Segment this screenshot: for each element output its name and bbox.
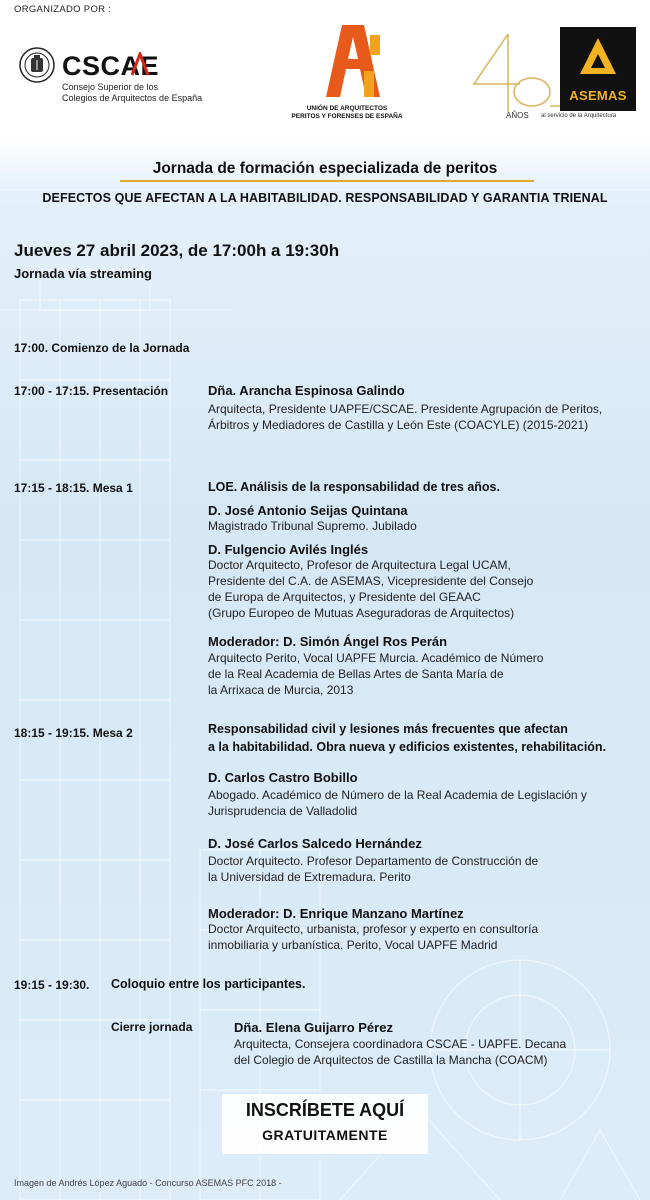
cscae-logo-text: CSCAE: [62, 51, 160, 81]
mesa1-speaker2-desc-4: (Grupo Europeo de Mutuas Aseguradoras de Arquitectos): [208, 606, 515, 620]
presentacion-time: 17:00 - 17:15. Presentación: [14, 384, 169, 398]
cscae-subtitle-1: Consejo Superior de los: [62, 82, 159, 92]
cscae-crest-icon: [18, 46, 56, 84]
mesa2-speaker2-name: D. José Carlos Salcedo Hernández: [208, 836, 422, 851]
mesa2-speaker1-desc-2: Jurisprudencia de Valladolid: [208, 804, 358, 818]
mesa1-moderator-desc-1: Arquitecto Perito, Vocal UAPFE Murcia. Académico de Número: [208, 651, 544, 665]
mesa1-moderator-desc-2: de la Real Academia de Bellas Artes de Santa María de: [208, 667, 504, 681]
register-button-sublabel[interactable]: GRATUITAMENTE: [262, 1127, 388, 1143]
mesa1-moderator-name: Moderador: D. Simón Ángel Ros Perán: [208, 634, 448, 649]
cierre-speaker-desc-1: Arquitecta, Consejera coordinadora CSCAE - UAPFE. Decana: [234, 1037, 567, 1051]
mesa1-topic: LOE. Análisis de la responsabilidad de tres años.: [208, 480, 500, 494]
cscae-subtitle-2: Colegios de Arquitectos de España: [62, 93, 203, 103]
mesa1-moderator-desc-3: la Arrixaca de Murcia, 2013: [208, 683, 354, 697]
mesa1-speaker1-name: D. José Antonio Seijas Quintana: [208, 503, 408, 518]
cscae-red-caret-icon: [131, 52, 149, 76]
asemas-triangle-icon: [578, 36, 618, 80]
mesa2-moderator-name: Moderador: D. Enrique Manzano Martínez: [208, 906, 464, 921]
register-button-label[interactable]: INSCRÍBETE AQUÍ: [245, 1100, 405, 1120]
mesa2-speaker1-desc-1: Abogado. Académico de Número de la Real Academia de Legislación y: [208, 788, 587, 802]
mesa1-speaker2-desc-2: Presidente del C.A. de ASEMAS, Vicepresidente del Consejo: [208, 574, 534, 588]
cierre-speaker-name: Dña. Elena Guijarro Pérez: [234, 1020, 393, 1035]
uapfe-name-line2: PERITOS Y FORENSES DE ESPAÑA: [291, 113, 403, 120]
mesa2-topic-2: a la habitabilidad. Obra nueva y edificios existentes, rehabilitación.: [208, 740, 607, 754]
presentacion-speaker-name: Dña. Arancha Espinosa Galindo: [208, 383, 405, 398]
coloquio-text: Coloquio entre los participantes.: [111, 977, 306, 991]
coloquio-time: 19:15 - 19:30.: [14, 978, 90, 992]
asemas-logo-text: ASEMAS: [569, 88, 627, 103]
title-underline: [120, 180, 534, 182]
asemas-anos-subtitle: al servicio de la Arquitectura: [541, 113, 617, 119]
mesa1-time: 17:15 - 18:15. Mesa 1: [14, 481, 133, 495]
presentacion-speaker-desc-1: Arquitecta, Presidente UAPFE/CSCAE. Presidente Agrupación de Peritos,: [208, 402, 603, 416]
presentacion-speaker-desc-2: Árbitros y Mediadores de Castilla y León Este (COACYLE) (2015-2021): [208, 418, 589, 432]
mesa1-speaker2-desc-3: de Europa de Arquitectos, y Presidente del GEAAC: [208, 590, 481, 604]
mesa2-moderator-desc-1: Doctor Arquitecto, urbanista, profesor y experto en consultoría: [208, 922, 539, 936]
event-mode: Jornada vía streaming: [14, 266, 152, 281]
cierre-speaker-desc-2: del Colegio de Arquitectos de Castilla la Mancha (COACM): [234, 1053, 548, 1067]
mesa2-speaker2-desc-2: la Universidad de Extremadura. Perito: [208, 870, 411, 884]
image-credit: Imagen de Andrés López Aguado - Concurso ASEMAS PFC 2018 -: [14, 1178, 282, 1188]
program-start: 17:00. Comienzo de la Jornada: [14, 341, 190, 355]
mesa2-topic-1: Responsabilidad civil y lesiones más frecuentes que afectan: [208, 722, 568, 736]
mesa2-speaker1-name: D. Carlos Castro Bobillo: [208, 770, 358, 785]
mesa2-speaker2-desc-1: Doctor Arquitecto. Profesor Departamento de Construcción de: [208, 854, 539, 868]
cierre-label: Cierre jornada: [111, 1020, 193, 1034]
uapfe-logo-icon: [320, 25, 384, 97]
asemas-anos: AÑOS: [506, 111, 529, 120]
mesa1-speaker2-name: D. Fulgencio Avilés Inglés: [208, 542, 369, 557]
mesa1-speaker1-desc-1: Magistrado Tribunal Supremo. Jubilado: [208, 519, 417, 533]
mesa2-moderator-desc-2: inmobiliaria y urbanística. Perito, Vocal UAPFE Madrid: [208, 938, 498, 952]
uapfe-name: [282, 105, 412, 121]
mesa1-speaker2-desc-1: Doctor Arquitecto, Profesor de Arquitectura Legal UCAM,: [208, 558, 511, 572]
event-title: Jornada de formación especializada de peritos: [152, 160, 498, 177]
organized-by-label: ORGANIZADO POR :: [14, 4, 112, 15]
forty-years-icon: [470, 32, 565, 114]
uapfe-name-line1: UNIÓN DE ARQUITECTOS: [306, 105, 388, 112]
event-subtitle: DEFECTOS QUE AFECTAN A LA HABITABILIDAD. RESPONSABILIDAD Y GARANTIA TRIENAL: [42, 191, 608, 205]
event-date: Jueves 27 abril 2023, de 17:00h a 19:30h: [14, 241, 340, 260]
mesa2-time: 18:15 - 19:15. Mesa 2: [14, 726, 133, 740]
